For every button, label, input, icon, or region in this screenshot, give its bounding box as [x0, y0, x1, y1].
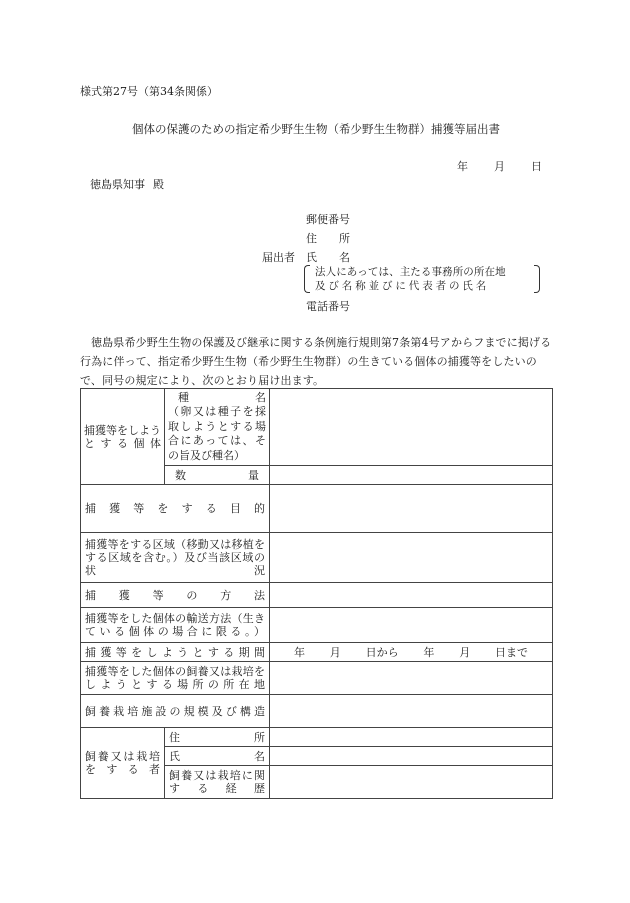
addressee-name: 徳島県知事	[90, 178, 145, 191]
transport-value-field[interactable]	[270, 608, 553, 643]
table-row	[81, 533, 553, 583]
name-label: 氏 名	[306, 251, 350, 264]
table-row	[81, 695, 553, 728]
facility-label: 飼養栽培施設の規模及び構造	[81, 695, 270, 728]
table-row	[81, 643, 553, 662]
quantity-label: 数 量	[165, 466, 270, 485]
right-bracket	[534, 265, 540, 293]
addressee	[90, 176, 164, 192]
keeper-address-field[interactable]	[270, 728, 553, 747]
species-label: 種 名 （卵又は種子を採取しようとする場合にあっては、その旨及び種名）	[165, 389, 270, 466]
form-number: 様式第27号（第34条関係）	[80, 85, 218, 98]
postal-code-label: 郵便番号	[306, 213, 350, 226]
phone-label: 電話番号	[306, 300, 350, 313]
quantity-value-field[interactable]	[270, 466, 553, 485]
keeping-place-value-field[interactable]	[270, 662, 553, 695]
area-label: 捕獲等をする区域（移動又は移植をする区域を含む。）及び当該区域の状況	[81, 533, 270, 583]
table-row	[81, 485, 553, 533]
purpose-label: 捕獲等をする目的	[81, 485, 270, 533]
purpose-value-field[interactable]	[270, 485, 553, 533]
keeper-name-label: 氏 名	[165, 747, 270, 766]
area-value-field[interactable]	[270, 533, 553, 583]
corporation-note-line1: 法人にあっては、主たる事務所の所在地	[315, 266, 506, 278]
species-value-field[interactable]	[270, 389, 553, 466]
addressee-honorific: 殿	[153, 178, 164, 191]
keeper-history-label: 飼養又は栽培に関する経歴	[165, 766, 270, 799]
date-day: 日	[531, 160, 542, 173]
table-row	[81, 728, 553, 747]
transport-label: 捕獲等をした個体の輸送方法（生きている個体の場合に限る。）	[81, 608, 270, 643]
keeper-name-field[interactable]	[270, 747, 553, 766]
keeper-address-label: 住 所	[165, 728, 270, 747]
notifier-label: 届出者	[262, 251, 295, 264]
table-row	[81, 389, 553, 466]
sender-block	[262, 210, 350, 267]
keeper-group-label: 飼養又は栽培をする者	[81, 728, 165, 799]
date-year: 年	[457, 160, 468, 173]
table-row	[81, 583, 553, 608]
corporation-note-line2: 及び名称並びに代表者の氏名	[315, 280, 490, 292]
table-row	[81, 662, 553, 695]
period-value: 年 月 日から 年 月 日まで	[294, 645, 528, 659]
date-month: 月	[494, 160, 505, 173]
address-label: 住 所	[306, 232, 350, 245]
keeper-history-field[interactable]	[270, 766, 553, 799]
species-group-label: 捕獲等をしようとする個体	[81, 389, 165, 485]
keeping-place-label: 捕獲等をした個体の飼養又は栽培をしようとする場所の所在地	[81, 662, 270, 695]
left-bracket	[304, 265, 310, 293]
period-label: 捕獲等をしようとする期間	[81, 643, 270, 662]
intro-paragraph: 徳島県希少野生生物の保護及び継承に関する条例施行規則第7条第4号アからフまでに掲げる行為に伴って、指定希少野生生物（希少野生生物群）の生きている個体の捕獲等をしたいので、同号の規定により、次のとおり届け出ます。	[80, 336, 552, 387]
corporation-note	[304, 264, 540, 292]
period-value-field[interactable]	[270, 643, 553, 662]
document-title: 個体の保護のための指定希少野生生物（希少野生生物群）捕獲等届出書	[132, 122, 500, 136]
notification-form-table	[80, 388, 553, 799]
method-value-field[interactable]	[270, 583, 553, 608]
method-label: 捕獲等の方法	[81, 583, 270, 608]
date-line	[457, 158, 542, 174]
table-row	[81, 608, 553, 643]
facility-value-field[interactable]	[270, 695, 553, 728]
